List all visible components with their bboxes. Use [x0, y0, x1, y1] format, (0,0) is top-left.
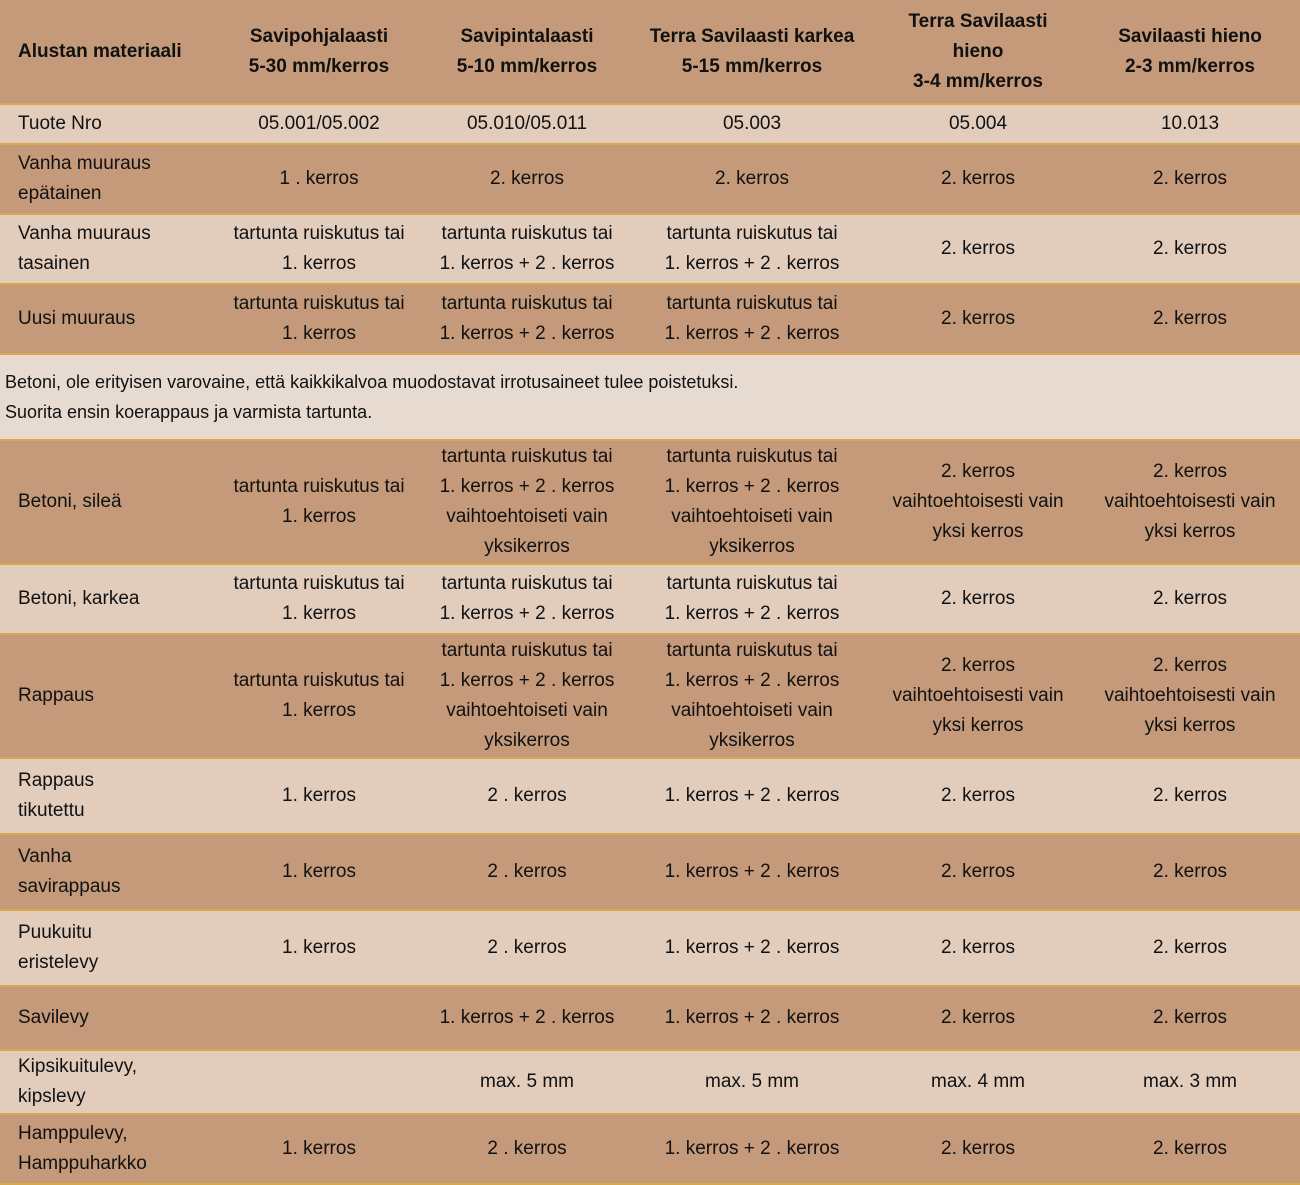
table-row — [0, 564, 1300, 634]
cell-line: 1. kerros + 2 . kerros — [664, 937, 840, 958]
cell-line: 2. kerros — [1153, 461, 1227, 482]
table-cell — [876, 564, 1080, 634]
row-label — [0, 834, 212, 910]
row-label-line: Savilevy — [18, 1007, 89, 1028]
table-row — [0, 834, 1300, 910]
cell-line: yksikerros — [709, 730, 795, 751]
table-cell — [426, 1114, 628, 1184]
cell-line: tartunta ruiskutus tai — [666, 223, 838, 244]
header-line: 5-10 mm/kerros — [456, 55, 598, 77]
table-cell — [876, 986, 1080, 1050]
table-cell — [1080, 144, 1300, 214]
row-label-line: Betoni, karkea — [18, 588, 140, 609]
row-label — [0, 1114, 212, 1184]
table-cell — [212, 144, 426, 214]
row-label — [0, 758, 212, 834]
table-cell — [1080, 214, 1300, 284]
row-label — [0, 214, 212, 284]
table-cell — [876, 634, 1080, 758]
header-line: hieno — [952, 40, 1004, 62]
cell-line: 2. kerros — [715, 168, 789, 189]
table-cell — [628, 284, 876, 354]
row-label-line: Puukuitu — [18, 922, 92, 943]
cell-line: 1. kerros + 2 . kerros — [664, 323, 840, 344]
note-line: Betoni, ole erityisen varovaine, että kaikkikalvoa muodostavat irrotusaineet tulee poistetuksi. — [5, 372, 739, 392]
cell-line: max. 5 mm — [705, 1071, 799, 1092]
row-label-line: Rappaus — [18, 685, 95, 706]
cell-line: tartunta ruiskutus tai — [441, 640, 613, 661]
table-cell — [876, 214, 1080, 284]
cell-line: tartunta ruiskutus tai — [233, 670, 405, 691]
table-cell — [212, 214, 426, 284]
cell-line: 1. kerros + 2 . kerros — [664, 253, 840, 274]
table-row — [0, 104, 1300, 144]
table-cell — [426, 440, 628, 564]
table-cell — [212, 1050, 426, 1114]
cell-line: tartunta ruiskutus tai — [233, 573, 405, 594]
cell-line: 1. kerros — [282, 253, 356, 274]
cell-line: vaihtoehtoisesti vain — [1104, 685, 1276, 706]
cell-line: 2 . kerros — [487, 861, 567, 882]
table-cell — [212, 1114, 426, 1184]
cell-line: tartunta ruiskutus tai — [441, 223, 613, 244]
table-cell — [212, 104, 426, 144]
cell-line: 1. kerros + 2 . kerros — [439, 476, 615, 497]
table-cell — [426, 564, 628, 634]
cell-line: tartunta ruiskutus tai — [666, 573, 838, 594]
row-label-line: Vanha — [18, 846, 72, 867]
cell-line: 05.001/05.002 — [258, 113, 380, 134]
cell-line: 2. kerros — [1153, 861, 1227, 882]
cell-line: 2. kerros — [1153, 238, 1227, 259]
cell-line: 1. kerros + 2 . kerros — [439, 603, 615, 624]
table-cell — [628, 214, 876, 284]
table-row — [0, 758, 1300, 834]
cell-line: 1. kerros — [282, 1138, 356, 1159]
cell-line: 1. kerros — [282, 323, 356, 344]
cell-line: 1. kerros + 2 . kerros — [439, 253, 615, 274]
row-label — [0, 1050, 212, 1114]
table-row — [0, 144, 1300, 214]
table-row — [0, 986, 1300, 1050]
cell-line: 1 . kerros — [279, 168, 359, 189]
table-cell — [426, 758, 628, 834]
table-cell — [876, 834, 1080, 910]
table-cell — [876, 910, 1080, 986]
header-line: 3-4 mm/kerros — [913, 70, 1043, 92]
table-row — [0, 634, 1300, 758]
cell-line: 2. kerros — [1153, 785, 1227, 806]
cell-line: 05.004 — [948, 113, 1008, 134]
table-cell — [628, 1050, 876, 1114]
table-cell — [876, 758, 1080, 834]
cell-line: 2. kerros — [1153, 655, 1227, 676]
row-label-line: kipslevy — [18, 1086, 86, 1107]
row-label-line: Rappaus — [18, 770, 95, 791]
table-cell — [426, 144, 628, 214]
cell-line: max. 3 mm — [1143, 1071, 1237, 1092]
cell-line: 1. kerros + 2 . kerros — [664, 670, 840, 691]
header-line: Terra Savilaasti — [908, 10, 1048, 32]
cell-line: yksikerros — [484, 536, 570, 557]
cell-line: 2. kerros — [490, 168, 564, 189]
table-row — [0, 1114, 1300, 1184]
table-cell — [212, 758, 426, 834]
row-label-line: tikutettu — [18, 800, 85, 821]
row-label-line: Tuote Nro — [18, 113, 102, 134]
row-label-line: Kipsikuitulevy, — [18, 1056, 137, 1077]
cell-line: 2 . kerros — [487, 1138, 567, 1159]
cell-line: vaihtoehtoisesti vain — [1104, 491, 1276, 512]
table-cell — [426, 214, 628, 284]
row-label — [0, 284, 212, 354]
cell-line: tartunta ruiskutus tai — [441, 446, 613, 467]
cell-line: 1. kerros + 2 . kerros — [439, 670, 615, 691]
cell-line: 1. kerros — [282, 506, 356, 527]
cell-line: 2 . kerros — [487, 785, 567, 806]
cell-line: 2. kerros — [1153, 588, 1227, 609]
row-label — [0, 104, 212, 144]
table-cell — [1080, 634, 1300, 758]
cell-line: 1. kerros + 2 . kerros — [439, 1007, 615, 1028]
cell-line: 2. kerros — [1153, 308, 1227, 329]
row-label-line: Vanha muuraus — [18, 153, 151, 174]
table-cell — [628, 1114, 876, 1184]
cell-line: vaihtoehtoisesti vain — [892, 685, 1064, 706]
header-savilaasti-hieno — [1080, 0, 1300, 104]
cell-line: 1. kerros — [282, 700, 356, 721]
cell-line: 1. kerros + 2 . kerros — [664, 603, 840, 624]
header-line: Terra Savilaasti karkea — [649, 25, 855, 47]
table-cell — [876, 440, 1080, 564]
table-row — [0, 440, 1300, 564]
header-row — [0, 0, 1300, 104]
cell-line: 2. kerros — [941, 861, 1015, 882]
table-cell — [1080, 834, 1300, 910]
cell-line: tartunta ruiskutus tai — [441, 293, 613, 314]
table-cell — [426, 910, 628, 986]
table-cell — [212, 834, 426, 910]
table-cell — [1080, 1114, 1300, 1184]
header-line: 2-3 mm/kerros — [1125, 55, 1255, 77]
table-cell — [1080, 440, 1300, 564]
cell-line: 2. kerros — [1153, 1007, 1227, 1028]
table-cell — [1080, 1050, 1300, 1114]
table-cell — [212, 564, 426, 634]
cell-line: max. 4 mm — [931, 1071, 1025, 1092]
cell-line: vaihtoehtoiseti vain — [671, 506, 833, 527]
header-line: Savilaasti hieno — [1118, 25, 1262, 47]
cell-line: vaihtoehtoiseti vain — [671, 700, 833, 721]
cell-line: 1. kerros — [282, 937, 356, 958]
cell-line: 2. kerros — [941, 785, 1015, 806]
table-cell — [426, 986, 628, 1050]
cell-line: tartunta ruiskutus tai — [233, 223, 405, 244]
cell-line: 2. kerros — [941, 1007, 1015, 1028]
row-label — [0, 440, 212, 564]
table-row — [0, 1050, 1300, 1114]
header-terra-karkea — [628, 0, 876, 104]
cell-line: 1. kerros — [282, 603, 356, 624]
table-cell — [876, 144, 1080, 214]
cell-line: tartunta ruiskutus tai — [666, 640, 838, 661]
cell-line: 2 . kerros — [487, 937, 567, 958]
cell-line: yksi kerros — [932, 715, 1024, 736]
cell-line: 2. kerros — [941, 168, 1015, 189]
cell-line: 2. kerros — [1153, 1138, 1227, 1159]
table-cell — [876, 1114, 1080, 1184]
cell-line: 05.003 — [722, 113, 782, 134]
header-substrate-material: Alustan materiaali — [0, 0, 212, 104]
table-cell — [628, 834, 876, 910]
table-cell — [1080, 986, 1300, 1050]
table-cell — [1080, 910, 1300, 986]
table-cell — [426, 1050, 628, 1114]
table-cell — [426, 104, 628, 144]
header-terra-hieno — [876, 0, 1080, 104]
cell-line: tartunta ruiskutus tai — [441, 573, 613, 594]
header-savipintalaasti — [426, 0, 628, 104]
row-label-line: Vanha muuraus — [18, 223, 151, 244]
table-cell — [876, 104, 1080, 144]
table-row — [0, 284, 1300, 354]
header-line: 5-15 mm/kerros — [681, 55, 823, 77]
header-line: Savipintalaasti — [460, 25, 594, 47]
cell-line: 2. kerros — [941, 238, 1015, 259]
cell-line: 1. kerros + 2 . kerros — [664, 1007, 840, 1028]
cell-line: 1. kerros + 2 . kerros — [664, 1138, 840, 1159]
cell-line: yksi kerros — [1144, 715, 1236, 736]
row-label-line: eristelevy — [18, 952, 99, 973]
header-line: Savipohjalaasti — [249, 25, 389, 47]
row-label-line: tasainen — [18, 253, 90, 274]
table-row — [0, 910, 1300, 986]
cell-line: max. 5 mm — [480, 1071, 574, 1092]
cell-line: 1. kerros + 2 . kerros — [439, 323, 615, 344]
table-body-top — [0, 104, 1300, 354]
cell-line: yksi kerros — [1144, 521, 1236, 542]
cell-line: tartunta ruiskutus tai — [666, 293, 838, 314]
table-cell — [628, 758, 876, 834]
cell-line: 2. kerros — [1153, 168, 1227, 189]
cell-line: 2. kerros — [941, 1138, 1015, 1159]
cell-line: 1. kerros + 2 . kerros — [664, 861, 840, 882]
table-cell — [628, 986, 876, 1050]
cell-line: yksikerros — [484, 730, 570, 751]
row-label — [0, 910, 212, 986]
table-cell — [212, 284, 426, 354]
row-label-line: Hamppulevy, — [18, 1123, 128, 1144]
header-savipohjalaasti — [212, 0, 426, 104]
table-cell — [1080, 284, 1300, 354]
table-row — [0, 214, 1300, 284]
cell-line: vaihtoehtoiseti vain — [446, 506, 608, 527]
table-cell — [1080, 104, 1300, 144]
row-label-line: savirappaus — [18, 876, 121, 897]
table-cell — [426, 634, 628, 758]
table-cell — [628, 910, 876, 986]
cell-line: tartunta ruiskutus tai — [666, 446, 838, 467]
table-cell — [628, 634, 876, 758]
table-cell — [628, 144, 876, 214]
table-cell — [212, 634, 426, 758]
cell-line: tartunta ruiskutus tai — [233, 476, 405, 497]
table-cell — [212, 910, 426, 986]
cell-line: 2. kerros — [941, 937, 1015, 958]
table-cell — [426, 284, 628, 354]
cell-line: yksikerros — [709, 536, 795, 557]
row-label — [0, 144, 212, 214]
table-cell — [628, 104, 876, 144]
table-cell — [876, 1050, 1080, 1114]
table-cell — [628, 440, 876, 564]
cell-line: 1. kerros — [282, 785, 356, 806]
cell-line: yksi kerros — [932, 521, 1024, 542]
table-cell — [628, 564, 876, 634]
cell-line: 05.010/05.011 — [466, 113, 588, 134]
cell-line: 2. kerros — [941, 461, 1015, 482]
cell-line: 2. kerros — [1153, 937, 1227, 958]
cell-line: 1. kerros + 2 . kerros — [664, 476, 840, 497]
table-cell — [426, 834, 628, 910]
row-label-line: Betoni, sileä — [18, 491, 122, 512]
cell-line: vaihtoehtoiseti vain — [446, 700, 608, 721]
cell-line: tartunta ruiskutus tai — [233, 293, 405, 314]
cell-line: 2. kerros — [941, 308, 1015, 329]
row-label — [0, 634, 212, 758]
table-cell — [212, 986, 426, 1050]
note-line: Suorita ensin koerappaus ja varmista tartunta. — [5, 402, 373, 422]
cell-line: 2. kerros — [941, 655, 1015, 676]
table-body-bottom — [0, 440, 1300, 1184]
cell-line: 1. kerros — [282, 861, 356, 882]
table-cell — [212, 440, 426, 564]
table-cell — [1080, 564, 1300, 634]
row-label-line: Uusi muuraus — [18, 308, 136, 329]
table-cell — [1080, 758, 1300, 834]
cell-line: vaihtoehtoisesti vain — [892, 491, 1064, 512]
table-cell — [876, 284, 1080, 354]
cell-line: 1. kerros + 2 . kerros — [664, 785, 840, 806]
row-label-line: Hamppuharkko — [18, 1153, 147, 1174]
row-label — [0, 564, 212, 634]
header-line: 5-30 mm/kerros — [248, 55, 390, 77]
note-row — [0, 354, 1300, 440]
cell-line: 2. kerros — [941, 588, 1015, 609]
table-note-section — [0, 354, 1300, 440]
cell-line: 10.013 — [1160, 113, 1220, 134]
row-label — [0, 986, 212, 1050]
note-cell — [0, 354, 1300, 440]
row-label-line: epätainen — [18, 183, 102, 204]
